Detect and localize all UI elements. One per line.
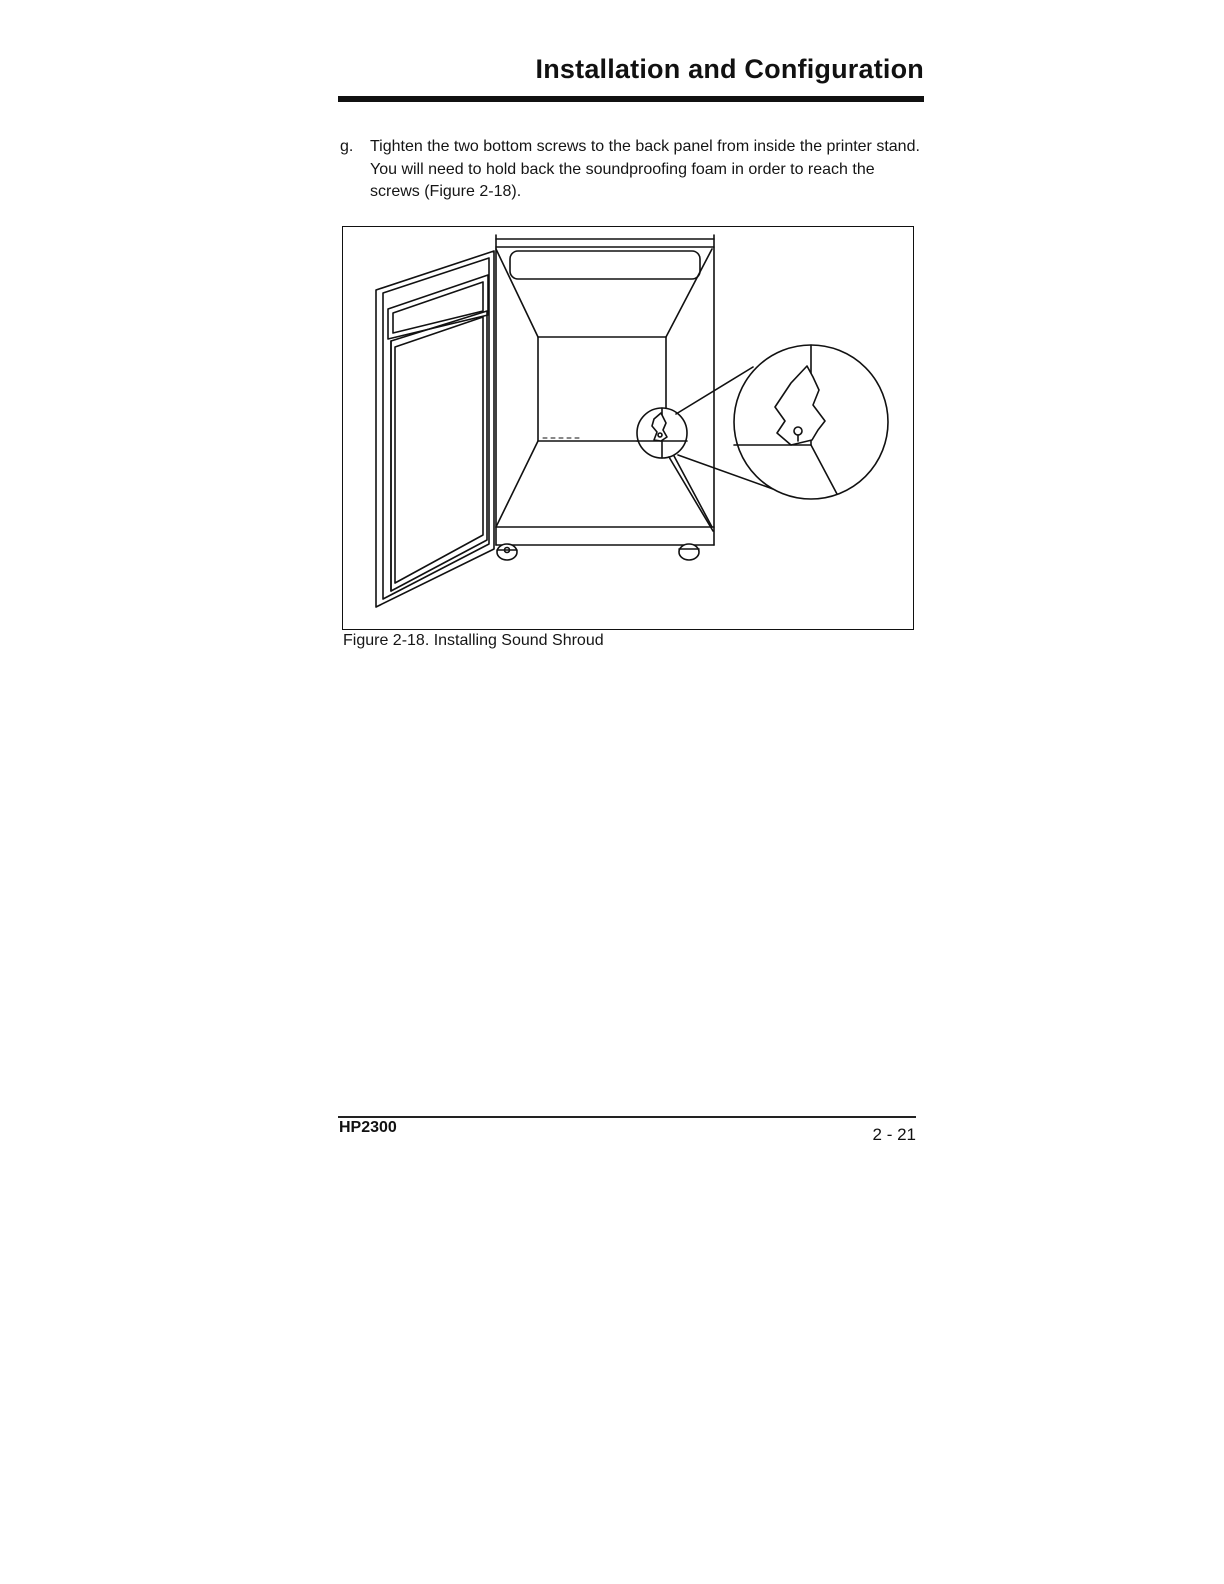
footer-rule xyxy=(338,1116,916,1118)
figure-illustration xyxy=(342,226,914,630)
printer-stand-illustration xyxy=(343,227,914,630)
stand-cabinet xyxy=(496,235,714,560)
instruction-step xyxy=(340,136,920,204)
page-header-title: Installation and Configuration xyxy=(535,54,924,84)
header-rule xyxy=(338,96,924,102)
stand-door xyxy=(376,251,494,607)
step-text: Tighten the two bottom screws to the back panel from inside the printer stand. You will need to hold back the soundproofing foam in order to reach the screws (Figure 2-18). xyxy=(370,138,920,200)
detail-callout-magnified xyxy=(734,345,888,499)
detail-callout-small xyxy=(637,408,687,458)
figure-caption: Figure 2-18. Installing Sound Shroud xyxy=(343,632,604,649)
step-marker: g. xyxy=(340,138,354,155)
footer-page-number: 2 - 21 xyxy=(872,1125,916,1144)
footer-model-name: HP2300 xyxy=(339,1119,397,1136)
